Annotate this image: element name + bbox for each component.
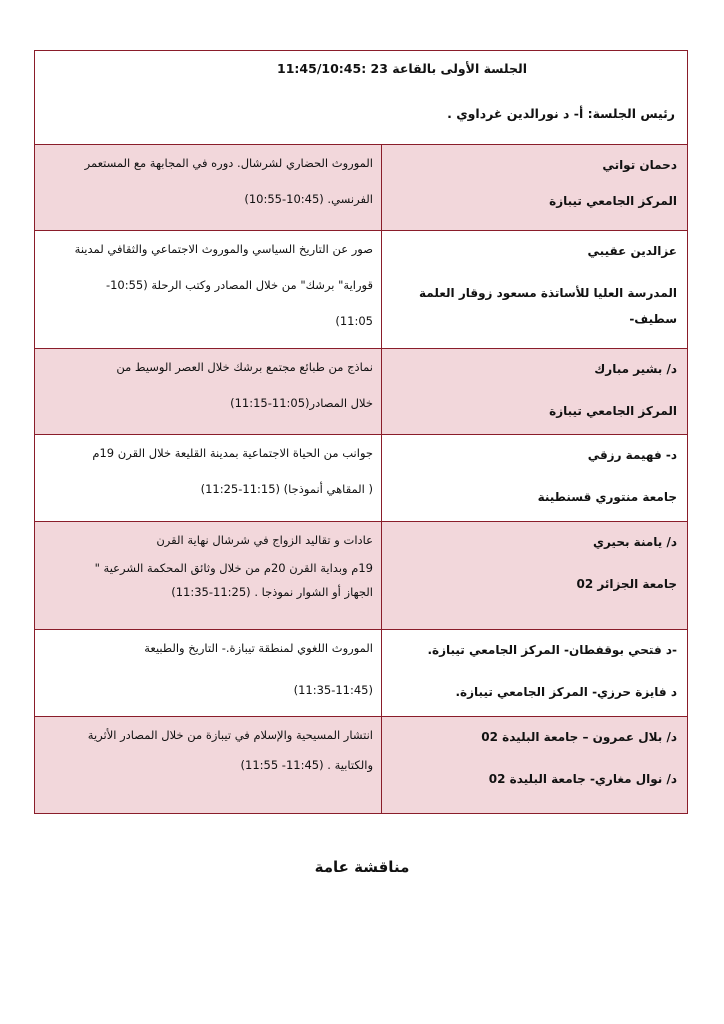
presenter-name: د/ بلال عمرون – جامعة البليدة 02 <box>481 730 677 744</box>
table-row <box>35 630 687 717</box>
presenter-cell <box>381 435 687 521</box>
presenter-name: عزالدين عقيبي <box>587 244 677 258</box>
topic-line: صور عن التاريخ السياسي والموروث الاجتماعي والثقافي لمدينة <box>74 242 373 256</box>
topic-cell <box>35 231 381 348</box>
table-row <box>35 231 687 349</box>
general-discussion-heading: مناقشة عامة <box>314 858 410 876</box>
presenter-name: د/ نوال مغاري- جامعة البليدة 02 <box>488 772 677 786</box>
session-title: الجلسة الأولى بالقاعة 23 :11:45/10:45 <box>277 61 527 76</box>
session-chair: رئيس الجلسة: أ- د نورالدين غرداوي . <box>447 106 675 121</box>
presenter-cell <box>381 717 687 813</box>
topic-line: عادات و تقاليد الزواج في شرشال نهاية القرن <box>156 533 373 547</box>
topic-line: انتشار المسيحية والإسلام في تيبازة من خلال المصادر الأثرية <box>87 728 373 742</box>
presenter-name: -د فتحي بوقفطان- المركز الجامعي تيبازة. <box>427 643 677 657</box>
presenter-name: د/ يامنة بحيري <box>592 535 677 549</box>
presenter-name: د فايزة حرزي- المركز الجامعي تيبازة. <box>455 685 677 699</box>
presenter-affiliation: جامعة الجزائر 02 <box>576 577 677 591</box>
session-header <box>35 51 687 145</box>
topic-line: الجهاز أو الشوار نموذجا . (11:25-11:35) <box>171 585 373 599</box>
presenter-affiliation: المدرسة العليا للأساتذة مسعود زوقار العلمة <box>419 286 677 300</box>
topic-line: والكتابية . (11:45- 11:55) <box>240 758 373 772</box>
presenter-affiliation: جامعة منتوري قسنطينة <box>537 490 677 504</box>
topic-cell <box>35 145 381 230</box>
presenter-cell <box>381 522 687 629</box>
presenter-cell <box>381 145 687 230</box>
presenter-affiliation: المركز الجامعي تيبازة <box>549 404 677 418</box>
presenter-affiliation-cont: سطيف- <box>629 312 677 326</box>
table-row <box>35 145 687 231</box>
topic-cell <box>35 630 381 716</box>
table-row <box>35 435 687 522</box>
table-row <box>35 349 687 435</box>
table-row <box>35 522 687 630</box>
topic-cell <box>35 435 381 521</box>
topic-line: الموروث الحضاري لشرشال. دوره في المجابهة مع المستعمر <box>84 156 373 170</box>
topic-line: الموروث اللغوي لمنطقة تيبازة.- التاريخ والطبيعة <box>144 641 373 655</box>
topic-line: ( المقاهي أنموذجا) (11:15-11:25) <box>200 482 373 496</box>
topic-line: 11:05) <box>335 314 373 328</box>
topic-line: قوراية" برشك" من خلال المصادر وكتب الرحلة (10:55- <box>105 278 373 292</box>
presenter-name: د/ بشير مبارك <box>594 362 677 376</box>
program-table <box>34 50 688 814</box>
topic-line: نماذج من طبائع مجتمع برشك خلال العصر الوسيط من <box>116 360 373 374</box>
presenter-cell <box>381 630 687 716</box>
presenter-cell <box>381 349 687 434</box>
topic-line: جوانب من الحياة الاجتماعية بمدينة القليعة خلال القرن 19م <box>92 446 373 460</box>
presenter-affiliation: المركز الجامعي تيبازة <box>549 194 677 208</box>
presenter-name: د- فهيمة رزقي <box>587 448 677 462</box>
topic-line: 19م وبداية القرن 20م من خلال وثائق المحكمة الشرعية " <box>94 561 373 575</box>
table-row <box>35 717 687 813</box>
topic-cell <box>35 522 381 629</box>
topic-cell <box>35 717 381 813</box>
topic-line: (11:35-11:45) <box>293 683 373 697</box>
topic-line: خلال المصادر(11:05-11:15) <box>230 396 373 410</box>
topic-cell <box>35 349 381 434</box>
presenter-name: دحمان تواتي <box>602 158 677 172</box>
presenter-cell <box>381 231 687 348</box>
topic-line: الفرنسي. (10:45-10:55) <box>244 192 373 206</box>
